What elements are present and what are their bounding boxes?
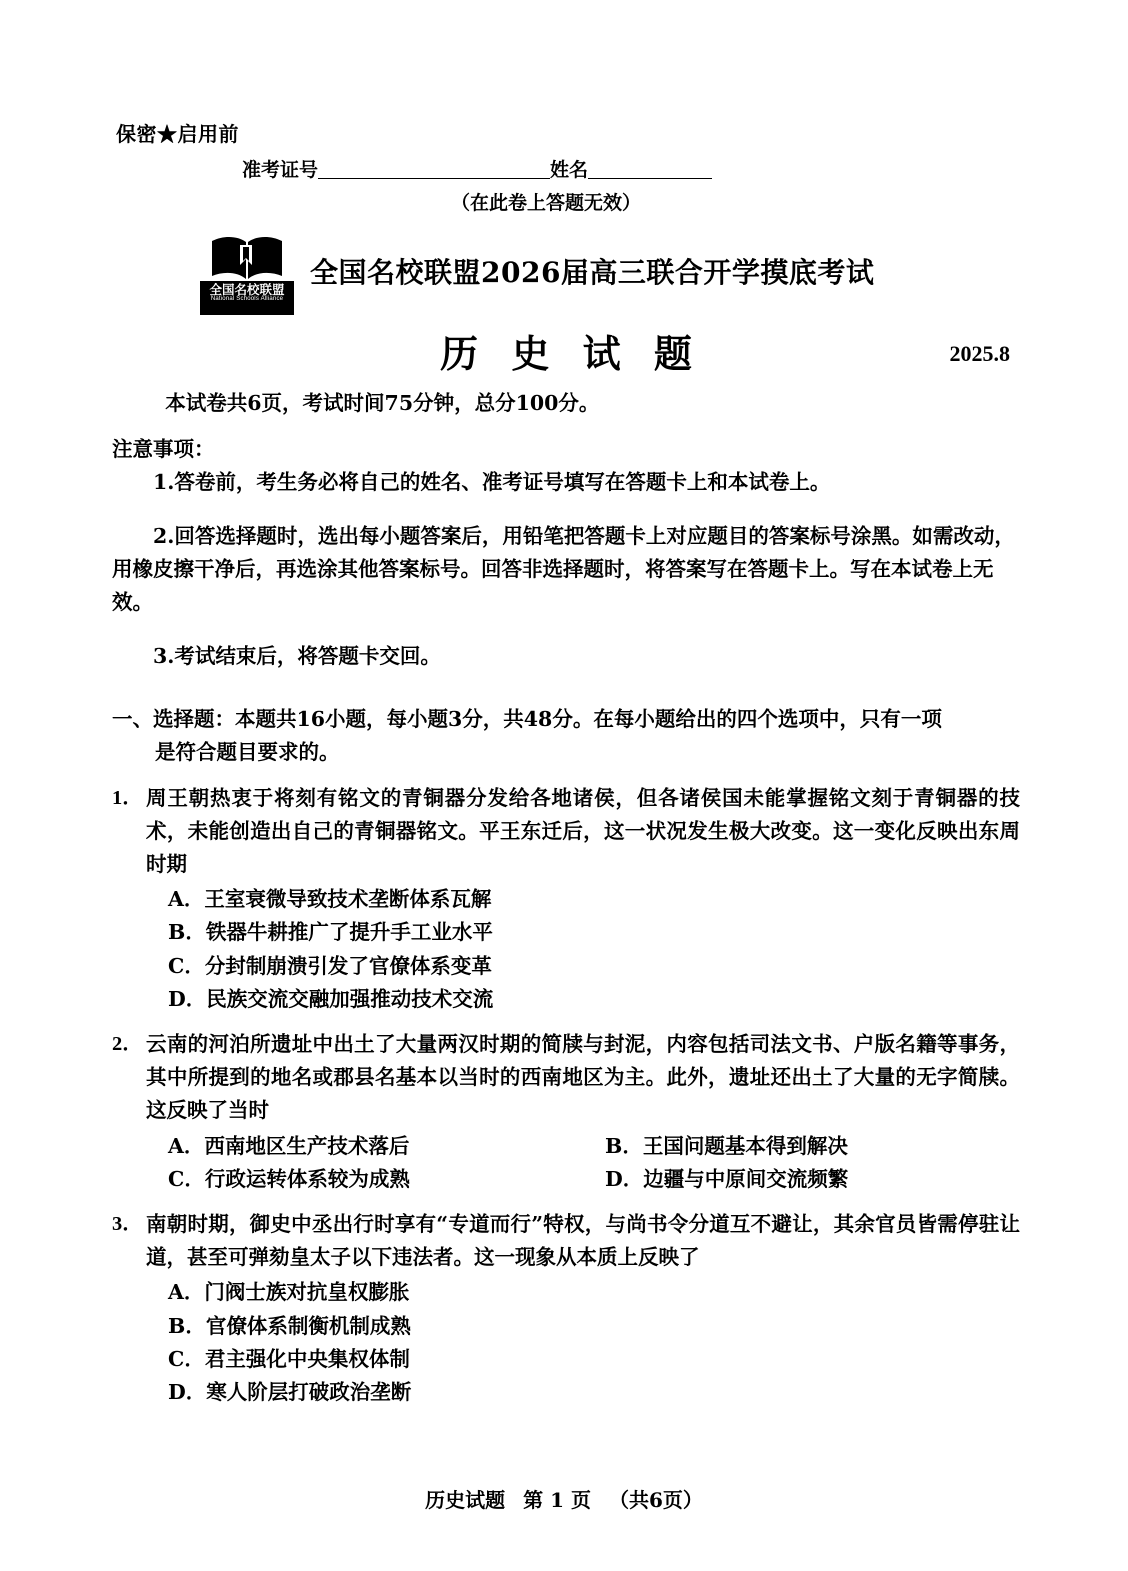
title-row [112,233,1020,319]
question-stem: 南朝时期，御史中丞出行时享有“专道而行”特权，与尚书令分道互不避让，其余官员皆需停驻让道，甚至可弹劾皇太子以下违法者。这一现象从本质上反映了 [146,1212,1020,1270]
option-b[interactable]: B．王国问题基本得到解决 [605,1133,848,1158]
exam-date: 2025.8 [949,341,1010,366]
subject-row [112,323,1020,387]
option-c[interactable]: C．行政运转体系较为成熟 [168,1166,410,1191]
logo-name-cn: 全国名校联盟 [209,282,285,297]
options-row [146,1130,1020,1163]
notice-item-3: 3.考试结束后，将答题卡交回。 [153,644,441,669]
option-d[interactable]: D．边疆与中原间交流频繁 [605,1166,849,1191]
section-heading [112,703,1020,769]
footer-page: 第 1 页 [523,1488,591,1512]
name-blank[interactable] [588,161,712,179]
options-list [146,1130,1020,1196]
notice-item-1: 1.答卷前，考生务必将自己的姓名、准考证号填写在答题卡上和本试卷上。 [153,470,831,495]
options-list [146,883,1020,1016]
exam-id-label: 准考证号 [242,159,319,181]
footer-total: （共6页） [608,1488,703,1512]
option-a[interactable]: A．门阀士族对抗皇权膨胀 [168,1280,410,1305]
secret-label: 保密★启用前 [116,122,239,146]
option-c[interactable]: C．分封制崩溃引发了官僚体系变革 [168,953,492,978]
section-desc-2: 是符合题目要求的。 [155,740,340,765]
logo-name-en: National Schools Alliance [210,296,284,303]
question-stem: 云南的河泊所遗址中出土了大量两汉时期的简牍与封泥，内容包括司法文书、户版名籍等事务，其中所提到的地名或郡县名基本以当时的西南地区为主。此外，遗址还出土了大量的无字简牍。这反映了当时 [146,1032,1020,1123]
paper-spec: 本试卷共6页，考试时间75分钟，总分100分。 [165,391,600,415]
question-number: 2． [112,1033,143,1056]
open-book-icon [210,235,284,281]
question-stem: 周王朝热衷于将刻有铭文的青铜器分发给各地诸侯，但各诸侯国未能掌握铭文刻于青铜器的技术，未能创造出自己的青铜器铭文。平王东迁后，这一状况发生极大改变。这一变化反映出东周时期 [146,785,1020,877]
options-list [146,1276,1020,1409]
option-c[interactable]: C．君主强化中央集权体制 [168,1346,410,1371]
exam-id-blank[interactable] [318,161,550,179]
option-a[interactable]: A．王室衰微导致技术垄断体系瓦解 [168,887,492,912]
question-1 [112,782,1020,1016]
alliance-logo [200,235,294,315]
question-number: 1． [112,786,143,809]
option-b[interactable]: B．铁器牛耕推广了提升手工业水平 [168,920,493,945]
exam-title: 全国名校联盟2026届高三联合开学摸底考试 [310,256,875,289]
logo-band [200,281,294,315]
section-desc: 本题共16小题，每小题3分，共48分。在每小题给出的四个选项中，只有一项 [235,707,942,732]
question-2 [112,1028,1020,1196]
section-label: 一、选择题： [112,707,235,732]
question-number: 3． [112,1213,143,1236]
footer-subject: 历史试题 [425,1488,506,1512]
options-row [146,1163,1020,1196]
question-3 [112,1208,1020,1409]
option-b[interactable]: B．官僚体系制衡机制成熟 [168,1313,411,1338]
candidate-id-row [242,155,1020,182]
name-label: 姓名 [550,159,589,181]
option-d[interactable]: D．民族交流交融加强推动技术交流 [168,986,494,1011]
notice-item-2: 2.回答选择题时，选出每小题答案后，用铅笔把答题卡上对应题目的答案标号涂黑。如需改动，用橡皮擦干净后，再选涂其他答案标号。回答非选择题时，将答案写在答题卡上。写在本试卷上无效。 [112,523,1015,615]
invalid-notice: （在此卷上答题无效） [450,192,641,214]
subject-title: 历 史 试 题 [440,331,702,376]
page-footer [0,1484,1128,1513]
option-d[interactable]: D．寒人阶层打破政治垄断 [168,1380,412,1405]
page-content [112,118,1020,1409]
option-a[interactable]: A．西南地区生产技术落后 [168,1133,410,1158]
notice-heading: 注意事项： [112,437,215,462]
